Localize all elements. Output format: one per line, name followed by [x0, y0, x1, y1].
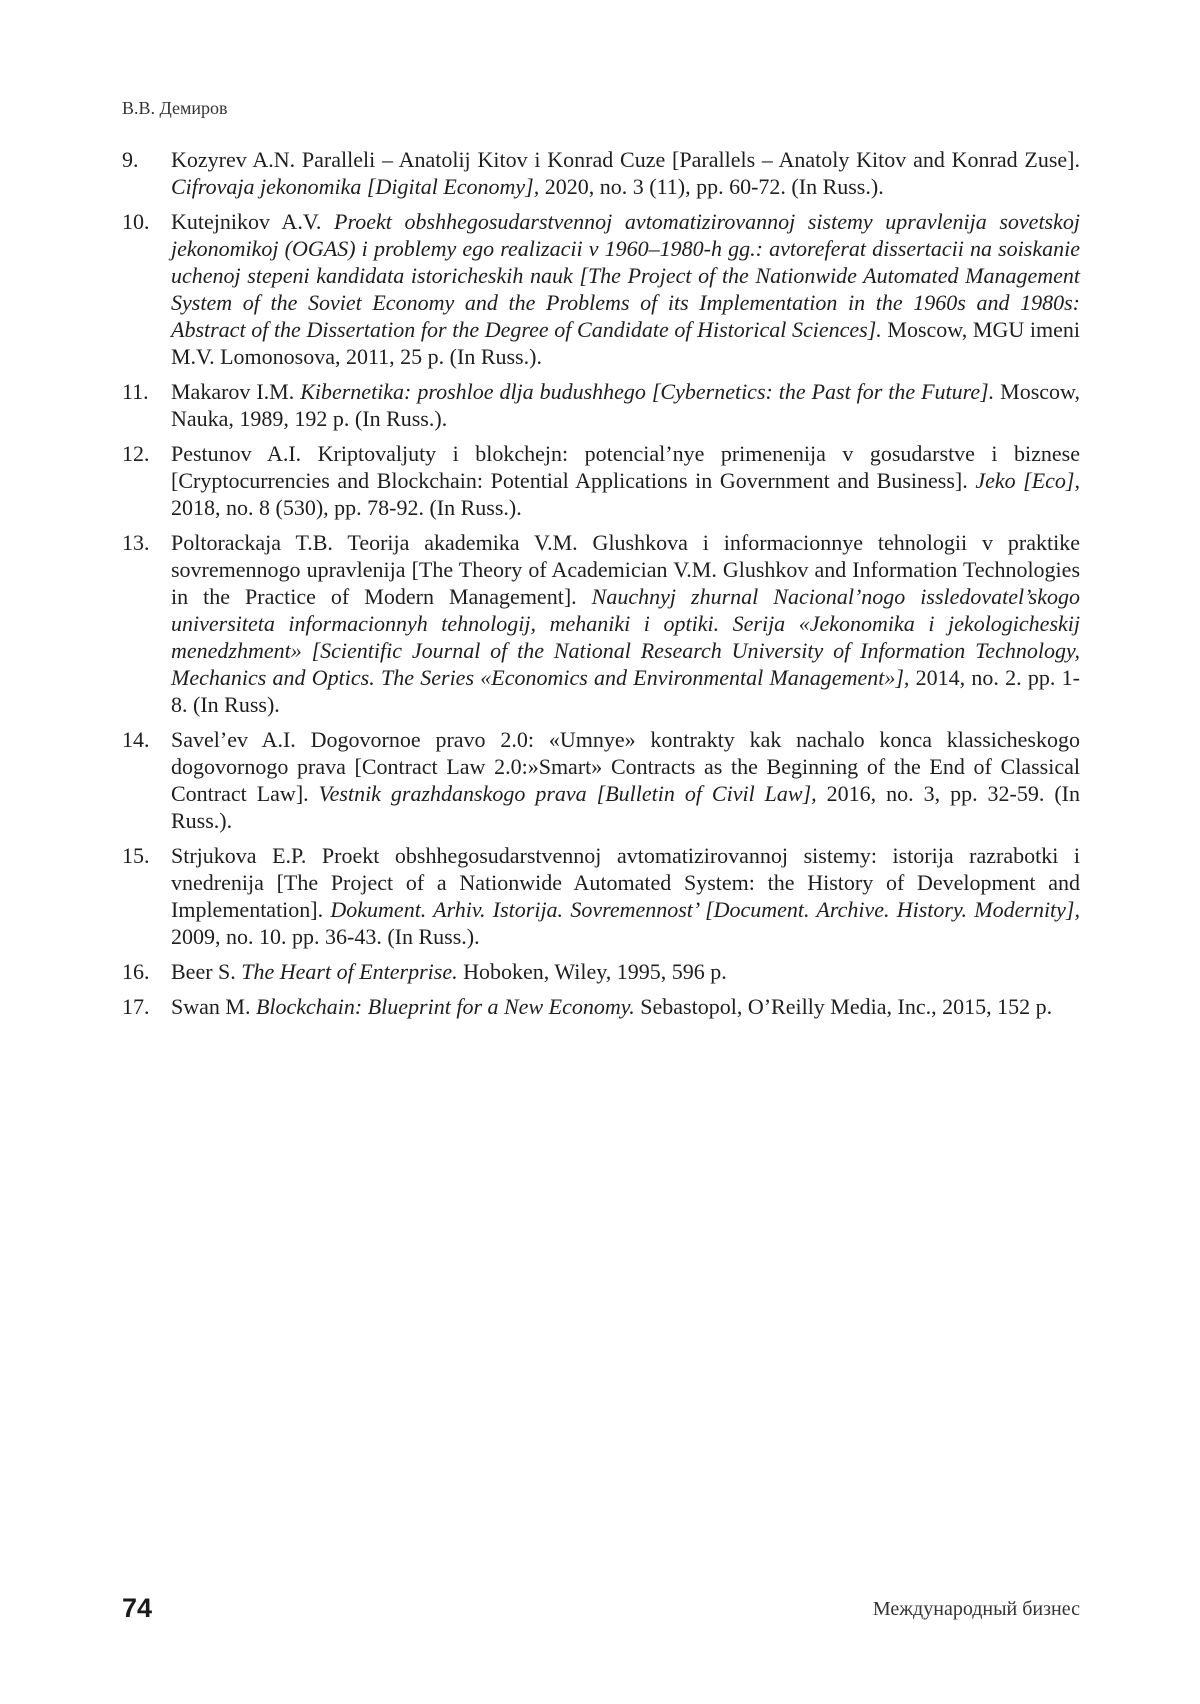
reference-text: Beer S.: [171, 959, 242, 984]
reference-text: Kozyrev A.N. Paralleli – Anatolij Kitov i Konrad Cuze [Parallels – Anatoly Kitov and Konrad Zuse].: [171, 147, 1080, 172]
reference-source-italic: Jeko [Eco],: [975, 468, 1080, 493]
reference-text: Makarov I.M.: [171, 379, 301, 404]
reference-text: Savel’ev A.I. Dogovornoe pravo 2.0: «Umnye» kontrakty kak nachalo konca klassicheskogo dogovornogo prava [Contract Law 2.0:»Smart» Contracts as the Beginning of the End of Classical Contract Law].: [171, 727, 1080, 806]
reference-number: 14.: [122, 727, 150, 752]
reference-source-italic: Kibernetika: proshloe dlja budushhego [Cybernetics: the Past for the Future].: [300, 379, 995, 404]
reference-item: [122, 208, 1080, 370]
reference-text: 2018, no. 8 (530), pp. 78-92. (In Russ.).: [171, 495, 522, 520]
reference-item: [122, 440, 1080, 521]
reference-list: [122, 146, 1080, 1028]
reference-text: Hoboken, Wiley, 1995, 596 p.: [457, 959, 727, 984]
reference-source-italic: Cifrovaja jekonomika [Digital Economy],: [171, 174, 540, 199]
reference-item: [122, 958, 1080, 985]
reference-text: Poltorackaja T.B. Teorija akademika V.M. Glushkova i informacionnye tehnologii v praktike sovremennogo upravlenija [The Theory of Academician V.M. Glushkov and Information Technologies in the Practice of Modern Management].: [171, 530, 1080, 609]
reference-text: 2020, no. 3 (11), pp. 60-72. (In Russ.).: [539, 174, 884, 199]
reference-text: Kutejnikov A.V.: [171, 209, 335, 234]
reference-item: [122, 993, 1080, 1020]
reference-text: Moscow, Nauka, 1989, 192 p. (In Russ.).: [171, 379, 1080, 431]
reference-item: [122, 529, 1080, 718]
journal-name: Международный бизнес: [872, 1598, 1080, 1620]
reference-source-italic: The Heart of Enterprise.: [241, 959, 458, 984]
reference-text: Moscow, MGU imeni M.V. Lomonosova, 2011, 25 p. (In Russ.).: [171, 317, 1080, 369]
page-number: 74: [122, 1593, 153, 1623]
reference-source-italic: Proekt obshhegosudarstvennoj avtomatizirovannoj sistemy upravlenija sovetskoj jekonomikoj (OGAS) i problemy ego realizacii v 1960–1980-h gg.: avtoreferat dissertacii na soiskanie uchenoj stepeni kandidata istoricheskih nauk [The Project of the Nationwide Automated Management System of the Soviet Economy and the Problems of its Implementation in the 1960s and 1980s: Abstract of the Dissertation for the Degree of Candidate of Historical Sciences].: [171, 209, 1080, 342]
reference-text: 2016, no. 3, pp. 32-59. (In Russ.).: [171, 781, 1080, 833]
reference-text: 2009, no. 10. pp. 36-43. (In Russ.).: [171, 924, 480, 949]
reference-text: Sebastopol, O’Reilly Media, Inc., 2015, 152 p.: [634, 994, 1053, 1019]
reference-item: [122, 842, 1080, 950]
reference-number: 11.: [122, 379, 149, 404]
reference-number: 12.: [122, 441, 150, 466]
reference-number: 13.: [122, 530, 150, 555]
reference-text: Strjukova E.P. Proekt obshhegosudarstvennoj avtomatizirovannoj sistemy: istorija razrabotki i vnedrenija [The Project of a Nationwide Automated System: the History of Development and Implementation].: [171, 843, 1080, 922]
reference-text: 2014, no. 2. pp. 1-8. (In Russ).: [171, 665, 1080, 717]
reference-source-italic: Vestnik grazhdanskogo prava [Bulletin of Civil Law],: [318, 781, 817, 806]
reference-item: [122, 146, 1080, 200]
reference-number: 9.: [122, 147, 139, 172]
reference-text: Pestunov A.I. Kriptovaljuty i blokchejn: potencial’nye primenenija v gosudarstve i biznese [Cryptocurrencies and Blockchain: Potential Applications in Government and Business].: [171, 441, 1080, 493]
reference-number: 16.: [122, 959, 150, 984]
reference-number: 17.: [122, 994, 150, 1019]
reference-source-italic: Nauchnyj zhurnal Nacional’nogo issledovatel’skogo universiteta informacionnyh tehnologij, mehaniki i optiki. Serija «Jekonomika i jekologicheskij menedzhment» [Scientific Journal of the National Research University of Information Technology, Mechanics and Optics. The Series «Economics and Environmental Management»],: [171, 584, 1080, 690]
reference-item: [122, 378, 1080, 432]
reference-text: Swan M.: [171, 994, 256, 1019]
reference-item: [122, 726, 1080, 834]
reference-source-italic: Blockchain: Blueprint for a New Economy.: [255, 994, 635, 1019]
reference-source-italic: Dokument. Arhiv. Istorija. Sovremennost’ [Document. Archive. History. Modernity],: [330, 897, 1080, 922]
running-head: В.В. Демиров: [122, 98, 228, 118]
reference-number: 15.: [122, 843, 150, 868]
reference-number: 10.: [122, 209, 150, 234]
